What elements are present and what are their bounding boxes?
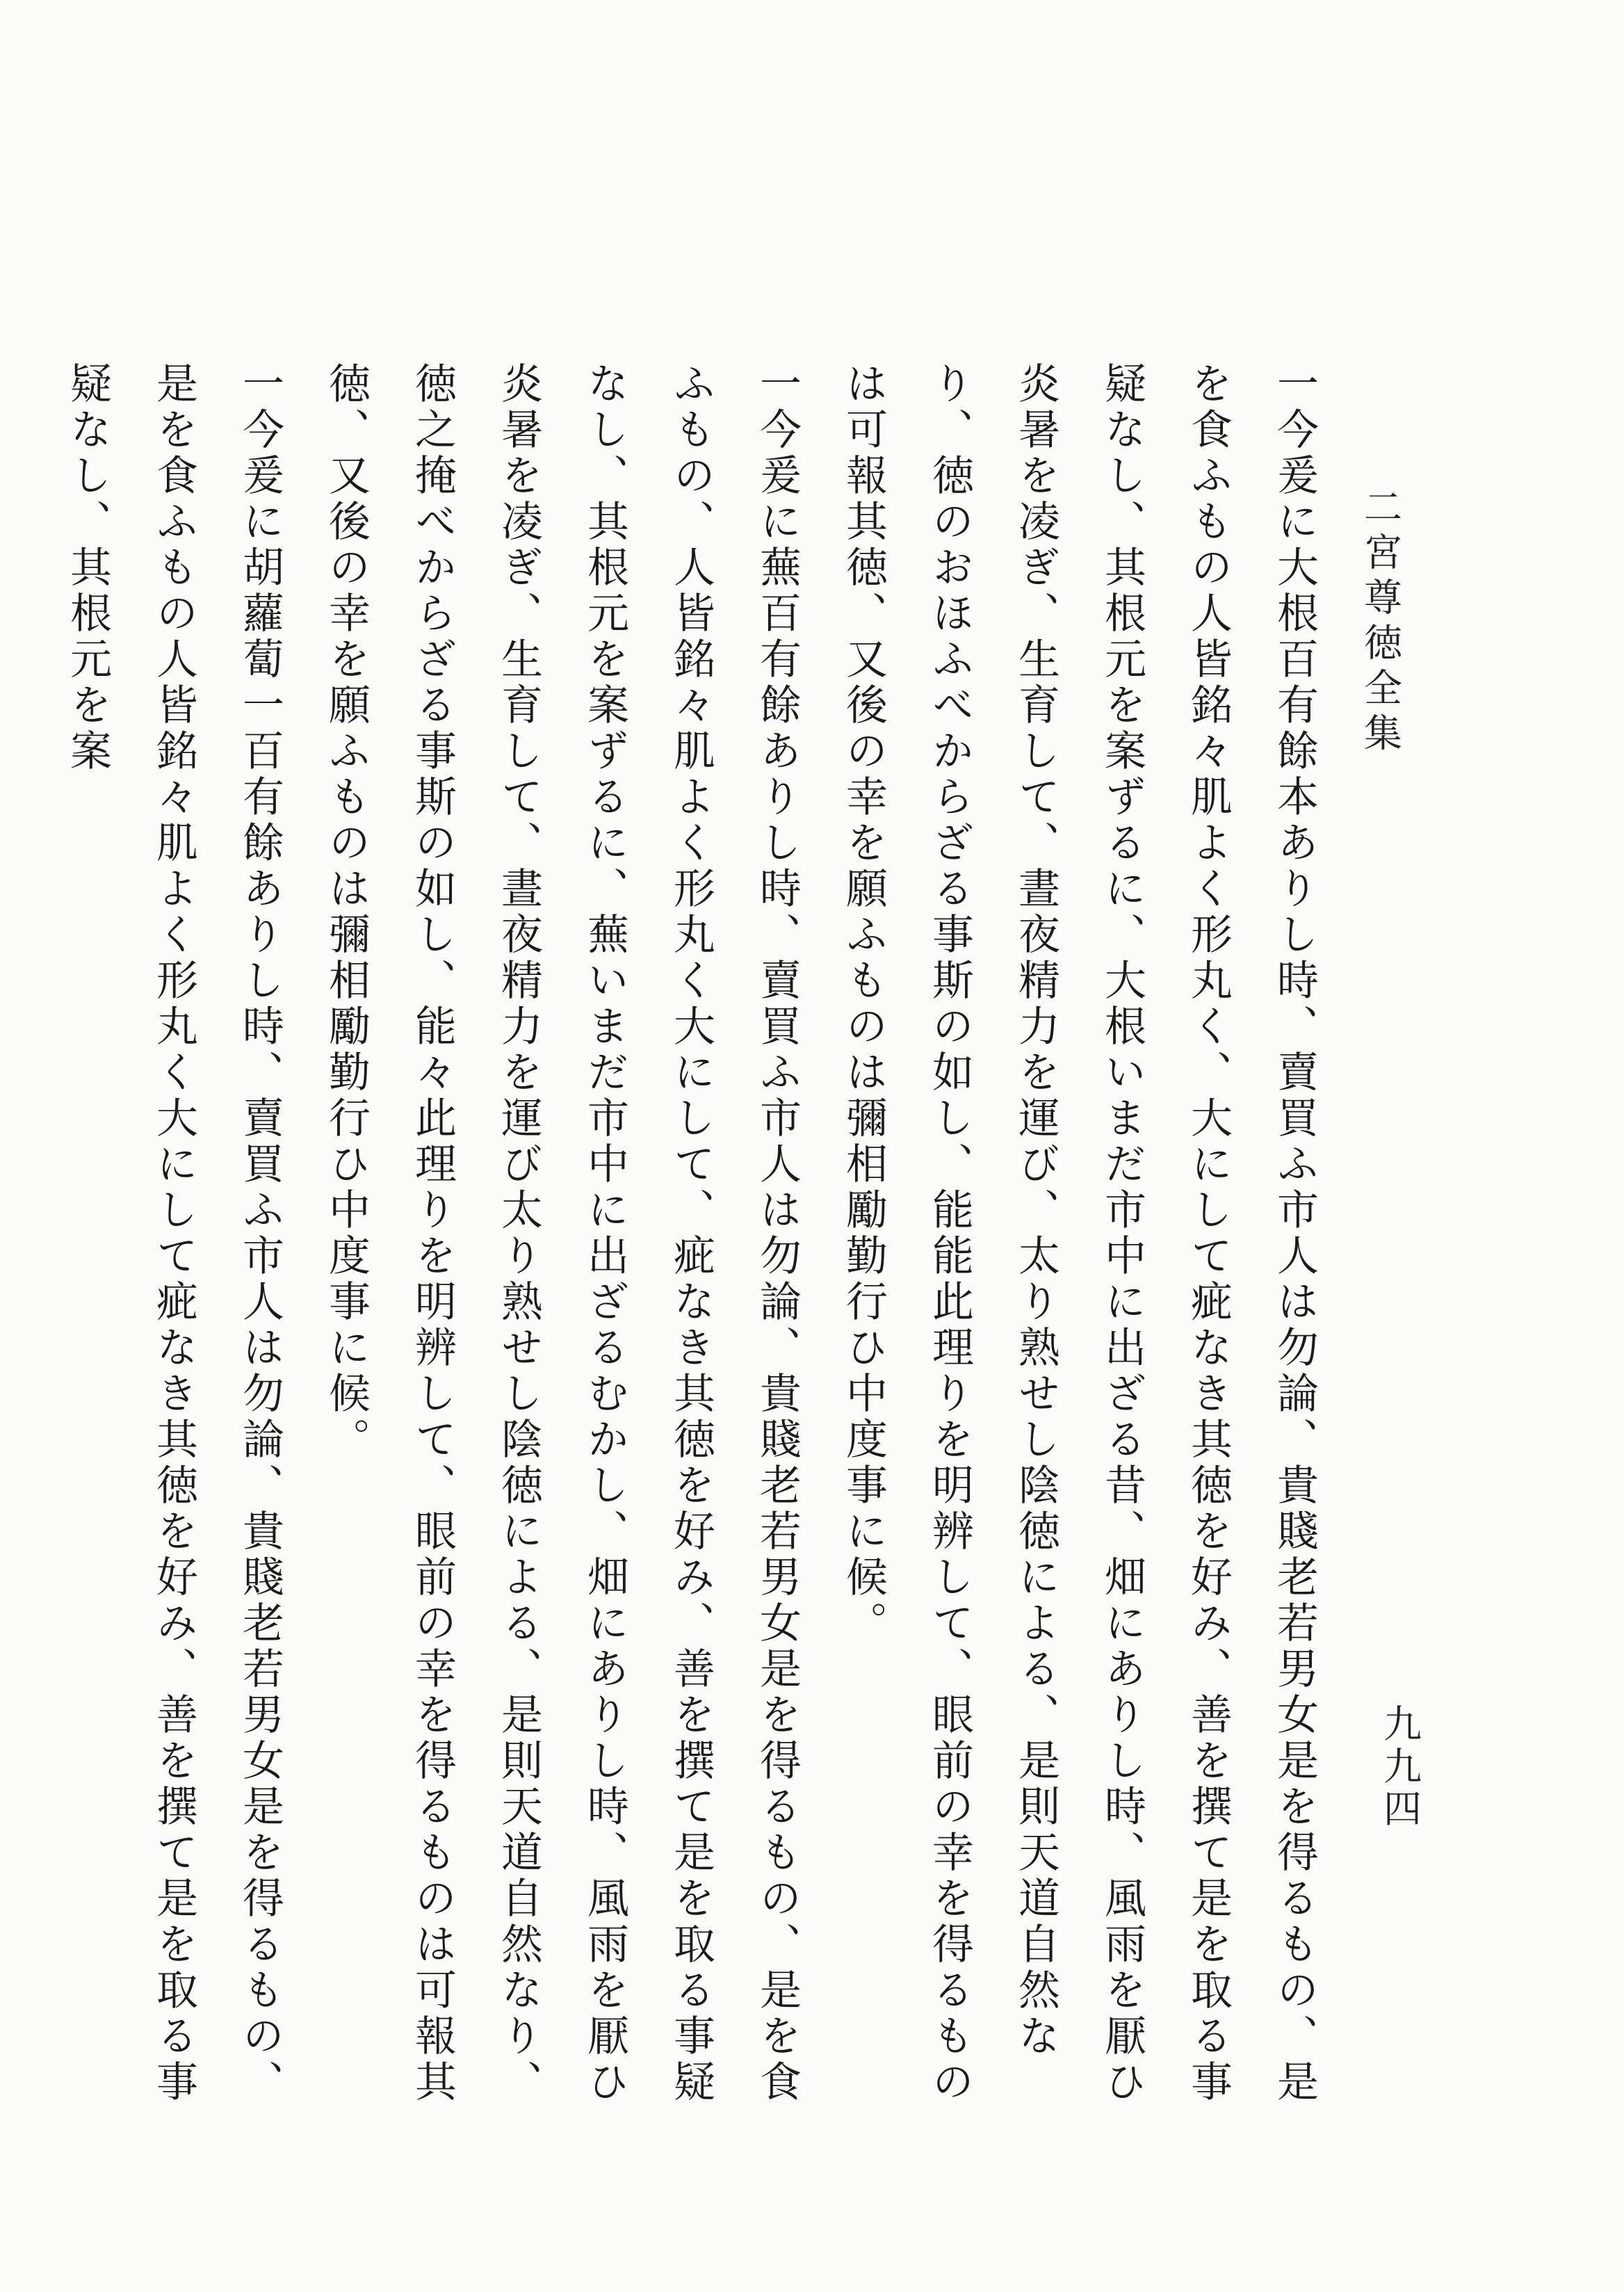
body-text: [63, 362, 1338, 2114]
paragraph-daikon: 一今爰に大根百有餘本ありし時、賣買ふ市人は勿論、貴賤老若男女是を得るもの、是を食ふもの人皆銘々肌よく形丸く、大にして疵なき其徳を好み、善を撰て是を取る事疑なし、其根元を案ずるに、大根いまだ市中に出ざる昔、畑にありし時、風雨を厭ひ炎暑を凌ぎ、生育して、晝夜精力を運び、太り熟せし陰徳による、是則天道自然なり、徳のおほふべからざる事斯の如し、能能此理りを明辨して、眼前の幸を得るものは可報其徳、又後の幸を願ふものは彌相勵勤行ひ中度事に候。: [839, 362, 1319, 2106]
paragraph-kabu: 一今爰に蕪百有餘ありし時、賣買ふ市人は勿論、貴賤老若男女是を得るもの、是を食ふもの、人皆銘々肌よく形丸く大にして、疵なき其徳を好み、善を撰て是を取る事疑なし、其根元を案ずるに、蕪いまだ市中に出ざるむかし、畑にありし時、風雨を厭ひ炎暑を凌ぎ、生育して、晝夜精力を運び太り熟せし陰徳による、是則天道自然なり、徳之掩べからざる事斯の如し、能々此理りを明辨して、眼前の幸を得るものは可報其徳、又後の幸を願ふものは彌相勵勤行ひ中度事に候。: [322, 362, 802, 2106]
page-number: 九九四: [1377, 1704, 1422, 1831]
book-title: 二宮尊徳全集: [1358, 487, 1402, 758]
paragraph-ninjin: 一今爰に胡蘿蔔一百有餘ありし時、賣買ふ市人は勿論、貴賤老若男女是を得るもの、是を食ふもの人皆銘々肌よく形丸く大にして疵なき其徳を好み、善を撰て是を取る事疑なし、其根元を案: [63, 362, 284, 2106]
